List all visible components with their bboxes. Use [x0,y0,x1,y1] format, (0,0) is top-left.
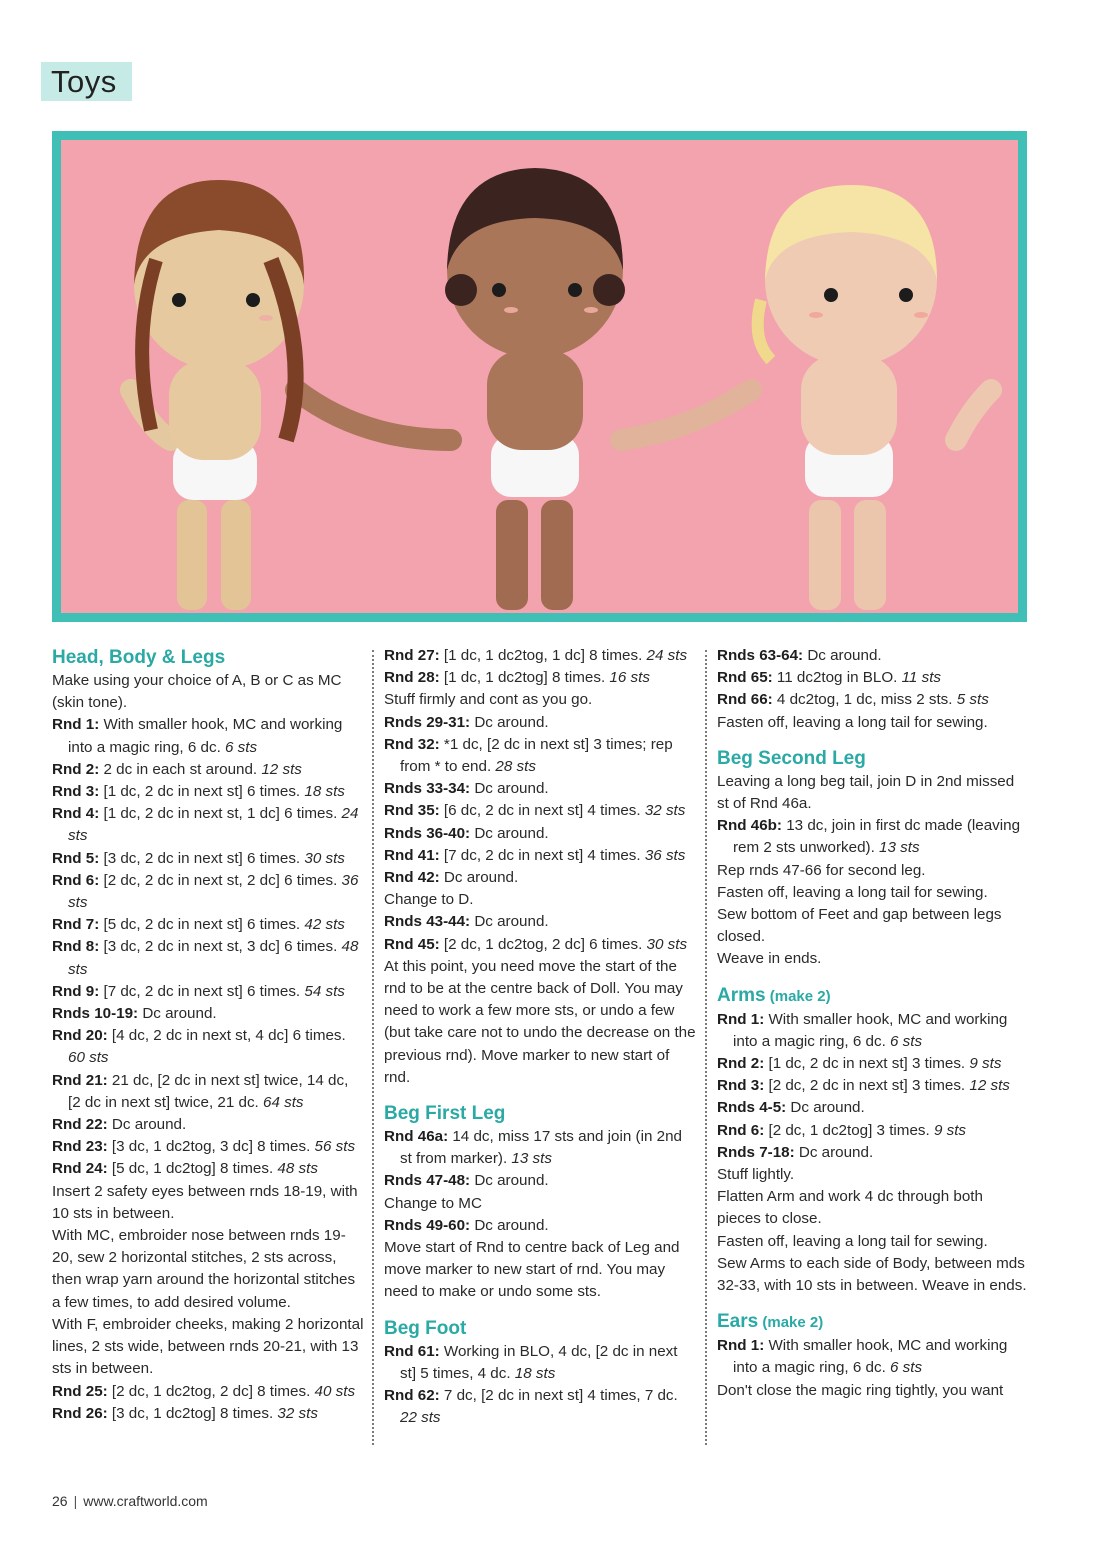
paragraph: Insert 2 safety eyes between rnds 18-19, with 10 sts in between. [52,1182,358,1222]
section-heading [384,1316,696,1341]
pattern-instruction [52,1381,364,1403]
round-label: Rnd 6: [52,871,100,889]
round-label: Rnd 32: [384,735,440,753]
page-number: 26 [52,1493,68,1509]
paragraph: Stuff lightly. [717,1166,795,1184]
section-heading [52,645,364,670]
round-label: Rnd 23: [52,1138,108,1156]
round-label: Rnd 9: [52,982,100,1000]
stitch-count: 30 sts [304,849,345,867]
photo-frame [52,131,1027,622]
round-label: Rnds 7-18: [717,1143,795,1161]
stitch-count: 9 sts [969,1055,1002,1073]
stitch-count: 6 sts [890,1359,923,1377]
pattern-instruction [717,1120,1029,1142]
pattern-instruction [717,1053,1029,1075]
round-label: Rnd 2: [52,760,100,778]
instruction-text: Dc around. [794,1143,874,1161]
spacer [384,1089,696,1101]
round-label: Rnd 66: [717,691,773,709]
paragraph: With F, embroider cheeks, making 2 horizontal lines, 2 sts wide, between rnds 20-21, with 13 sts in between. [52,1315,364,1378]
instruction-text: 11 dc2tog in BLO. [772,669,902,687]
column-2 [384,645,696,1430]
pattern-instruction [384,934,696,956]
round-label: Rnds 47-48: [384,1172,471,1190]
instruction-text: Dc around. [786,1099,865,1117]
instruction-text: Working in BLO, 4 dc, [2 dc in next st] 5 times, 4 dc. [400,1342,678,1382]
pattern-instruction [384,845,696,867]
instruction-text: Dc around. [138,1005,217,1023]
spacer [717,1297,1029,1309]
pattern-instruction [52,1114,364,1136]
pattern-instruction [52,848,364,870]
round-label: Rnd 20: [52,1027,108,1045]
round-label: Rnd 25: [52,1382,108,1400]
section-heading [384,1101,696,1126]
round-label: Rnd 46a: [384,1128,449,1146]
pattern-instruction [384,1385,696,1429]
pattern-instruction [384,645,696,667]
instruction-text: Dc around. [439,869,519,887]
instruction-text: [3 dc, 2 dc in next st] 6 times. [99,849,305,867]
round-label: Rnds 4-5: [717,1099,787,1117]
pattern-instruction [717,1335,1029,1379]
column-divider [705,650,707,1445]
round-label: Rnd 1: [717,1010,765,1028]
pattern-instruction [52,1003,364,1025]
paragraph: With MC, embroider nose between rnds 19-20, sew 2 horizontal stitches, 2 sts across, then wrap yarn around the horizontal stitches a few times, to add desired volume. [52,1227,356,1311]
stitch-count: 12 sts [969,1077,1010,1095]
paragraph: At this point, you need move the start of the rnd to be at the centre back of Doll. You may need to work a few more sts, or undo a few (but take care not to undo the decrease on the previous rnd). Move marker to new start of rnd. [384,957,696,1086]
paragraph: Move start of Rnd to centre back of Leg and move marker to new start of rnd. You may need to make or undo some sts. [384,1239,680,1301]
pattern-instruction [384,1215,696,1237]
heading-text: Arms [717,984,766,1006]
pattern-instruction [52,714,364,758]
column-3 [717,645,1029,1402]
pattern-instruction [52,1025,364,1069]
heading-text: Beg First Leg [384,1103,506,1125]
pattern-instruction [717,1097,1029,1119]
round-label: Rnds 33-34: [384,780,471,798]
paragraph: Stuff firmly and cont as you go. [384,691,593,709]
instruction-text: [1 dc, 2 dc in next st] 6 times. [99,783,305,801]
instruction-text: [3 dc, 2 dc in next st, 3 dc] 6 times. [99,938,342,956]
round-label: Rnds 43-44: [384,913,471,931]
stitch-count: 54 sts [304,982,345,1000]
instruction-text: Dc around. [470,713,549,731]
pattern-instruction [384,1170,696,1192]
round-label: Rnd 21: [52,1071,108,1089]
round-label: Rnd 22: [52,1116,108,1134]
round-label: Rnd 27: [384,647,440,664]
pattern-instruction [384,911,696,933]
instruction-text: Dc around. [470,780,549,798]
pattern-instruction [384,1126,696,1170]
dolls-photo [61,140,1018,613]
instruction-text: With smaller hook, MC and working into a magic ring, 6 dc. [68,716,343,756]
heading-subtext: (make 2) [758,1314,824,1332]
stitch-count: 64 sts [263,1093,304,1111]
pattern-instruction [52,803,364,847]
instruction-text: Dc around. [803,647,882,664]
round-label: Rnd 41: [384,846,440,864]
spacer [717,734,1029,746]
instruction-text: [1 dc, 2 dc in next st] 3 times. [764,1055,970,1073]
instruction-text: 7 dc, [2 dc in next st] 4 times, 7 dc. [439,1387,678,1405]
instruction-text: [7 dc, 2 dc in next st] 4 times. [439,846,645,864]
paragraph: Leaving a long beg tail, join D in 2nd missed st of Rnd 46a. [717,772,1015,813]
pattern-instruction [717,645,1029,667]
instruction-text: [1 dc, 1 dc2tog] 8 times. [439,669,610,687]
pattern-instruction [717,689,1029,711]
round-label: Rnd 26: [52,1404,108,1422]
pattern-instruction [52,936,364,980]
stitch-count: 18 sts [514,1364,556,1382]
round-label: Rnd 8: [52,938,100,956]
pattern-instruction [52,1403,364,1425]
instruction-text: 21 dc, [2 dc in next st] twice, 14 dc, [2 dc in next st] twice, 21 dc. [68,1071,349,1111]
paragraph: Change to MC [384,1194,482,1212]
paragraph: Fasten off, leaving a long tail for sewing. [717,883,988,901]
heading-text: Beg Second Leg [717,747,866,769]
pattern-instruction [384,667,696,689]
instruction-text: 2 dc in each st around. [99,760,262,778]
instruction-text: [1 dc, 1 dc2tog, 1 dc] 8 times. [439,647,647,664]
stitch-count: 13 sts [511,1150,552,1168]
stitch-count: 56 sts [314,1138,356,1156]
instruction-text: [5 dc, 2 dc in next st] 6 times. [99,916,305,934]
stitch-count: 12 sts [261,760,302,778]
instruction-text: [6 dc, 2 dc in next st] 4 times. [439,802,645,820]
instruction-text: Dc around. [470,913,549,931]
pattern-instruction [52,759,364,781]
pattern-instruction [384,734,696,778]
pattern-instruction [717,815,1029,859]
website-link[interactable]: www.craftworld.com [83,1493,208,1509]
stitch-count: 32 sts [277,1404,318,1422]
pattern-instruction [52,914,364,936]
round-label: Rnd 28: [384,669,440,687]
crochet-dolls-illustration [61,140,1018,613]
heading-subtext: (make 2) [765,987,831,1005]
paragraph: Flatten Arm and work 4 dc through both pieces to close. [717,1188,983,1228]
instruction-text: *1 dc, [2 dc in next st] 3 times; rep from * to end. [400,735,673,776]
instruction-text: [1 dc, 2 dc in next st, 1 dc] 6 times. [99,805,342,823]
round-label: Rnd 3: [52,783,100,801]
round-label: Rnds 10-19: [52,1005,139,1023]
paragraph: Change to D. [384,891,474,909]
paragraph: Don't close the magic ring tightly, you want [717,1381,1004,1399]
column-1 [52,645,364,1425]
paragraph: Fasten off, leaving a long tail for sewing. [717,713,988,731]
section-tag: Toys [41,62,132,101]
pattern-instruction [52,1158,364,1180]
round-label: Rnd 62: [384,1387,440,1405]
heading-text: Beg Foot [384,1317,467,1339]
stitch-count: 11 sts [901,669,942,687]
stitch-count: 18 sts [304,783,345,801]
spacer [384,1304,696,1316]
instruction-text: [2 dc, 1 dc2tog, 2 dc] 6 times. [439,935,647,953]
instruction-text: Dc around. [107,1116,187,1134]
doll-right [758,185,937,610]
heading-text: Ears [717,1311,759,1333]
instruction-text: Dc around. [470,1172,549,1190]
round-label: Rnd 35: [384,802,440,820]
paragraph: Weave in ends. [717,950,822,968]
stitch-count: 16 sts [609,669,650,687]
round-label: Rnd 4: [52,805,100,823]
instruction-text: [3 dc, 1 dc2tog] 8 times. [107,1404,278,1422]
section-heading [717,1309,1029,1335]
spacer [717,971,1029,983]
round-label: Rnd 1: [52,716,100,734]
round-label: Rnd 6: [717,1121,765,1139]
paragraph: Sew Arms to each side of Body, between mds 32-33, with 10 sts in between. Weave in ends. [717,1254,1027,1295]
paragraph: Make using your choice of A, B or C as MC (skin tone). [52,672,342,712]
pattern-instruction [384,867,696,889]
stitch-count: 48 sts [277,1160,318,1178]
instruction-text: [2 dc, 1 dc2tog, 2 dc] 8 times. [107,1382,315,1400]
pattern-instruction [52,781,364,803]
column-divider [372,650,374,1445]
round-label: Rnds 36-40: [384,824,471,842]
stitch-count: 22 sts [400,1409,441,1427]
paragraph: Fasten off, leaving a long tail for sewing. [717,1232,988,1250]
pattern-instruction [384,823,696,845]
stitch-count: 5 sts [956,691,989,709]
pattern-instruction [52,870,364,914]
pattern-instruction [717,1009,1029,1053]
round-label: Rnd 1: [717,1337,765,1355]
section-heading [717,746,1029,771]
round-label: Rnds 49-60: [384,1216,471,1234]
round-label: Rnd 7: [52,916,100,934]
round-label: Rnd 42: [384,869,440,887]
round-label: Rnd 45: [384,935,440,953]
stitch-count: 60 sts [68,1049,109,1067]
stitch-count: 24 sts [646,647,688,664]
pattern-instruction [717,667,1029,689]
instruction-text: 13 dc, join in first dc made (leaving rem 2 sts unworked). [733,817,1021,857]
stitch-count: 24 sts [68,805,359,845]
instruction-text: With smaller hook, MC and working into a magic ring, 6 dc. [733,1337,1008,1377]
instruction-text: Dc around. [470,1216,549,1234]
section-heading [717,983,1029,1009]
doll-left [134,180,304,610]
instruction-text: [7 dc, 2 dc in next st] 6 times. [99,982,305,1000]
instruction-text: [4 dc, 2 dc in next st, 4 dc] 6 times. [107,1027,346,1045]
pattern-instruction [52,1070,364,1114]
footer-separator: | [73,1493,78,1509]
round-label: Rnd 24: [52,1160,108,1178]
round-label: Rnd 46b: [717,817,782,835]
round-label: Rnd 2: [717,1055,765,1073]
instruction-text: [3 dc, 1 dc2tog, 3 dc] 8 times. [107,1138,315,1156]
pattern-instruction [384,712,696,734]
stitch-count: 6 sts [890,1032,923,1050]
pattern-instruction [717,1075,1029,1097]
instruction-text: With smaller hook, MC and working into a magic ring, 6 dc. [733,1010,1008,1050]
instruction-text: [2 dc, 2 dc in next st, 2 dc] 6 times. [99,871,342,889]
pattern-instruction [384,800,696,822]
instruction-text: Dc around. [470,824,549,842]
round-label: Rnd 3: [717,1077,765,1095]
pattern-instruction [384,1341,696,1385]
heading-text: Head, Body & Legs [52,647,226,668]
round-label: Rnds 29-31: [384,713,471,731]
pattern-instruction [52,981,364,1003]
paragraph: Rep rnds 47-66 for second leg. [717,861,926,879]
pattern-instruction [52,1136,364,1158]
stitch-count: 36 sts [644,846,686,864]
round-label: Rnds 63-64: [717,647,804,664]
stitch-count: 9 sts [933,1121,967,1139]
stitch-count: 48 sts [68,938,359,978]
instruction-text: [2 dc, 1 dc2tog] 3 times. [764,1121,934,1139]
doll-middle [445,168,625,610]
page-footer [52,1493,208,1509]
instruction-text: 4 dc2tog, 1 dc, miss 2 sts. [772,691,957,709]
stitch-count: 28 sts [495,758,536,776]
stitch-count: 13 sts [879,839,920,857]
instruction-text: [5 dc, 1 dc2tog] 8 times. [107,1160,278,1178]
instruction-text: 14 dc, miss 17 sts and join (in 2nd st from marker). [400,1128,682,1168]
stitch-count: 30 sts [646,935,688,953]
paragraph: Sew bottom of Feet and gap between legs closed. [717,906,1002,946]
round-label: Rnd 65: [717,669,773,687]
stitch-count: 42 sts [304,916,345,934]
pattern-instruction [717,1142,1029,1164]
instruction-text: [2 dc, 2 dc in next st] 3 times. [764,1077,970,1095]
round-label: Rnd 5: [52,849,100,867]
stitch-count: 36 sts [68,871,359,912]
pattern-instruction [384,778,696,800]
stitch-count: 32 sts [644,802,686,820]
round-label: Rnd 61: [384,1342,440,1360]
stitch-count: 6 sts [225,738,258,756]
stitch-count: 40 sts [314,1382,356,1400]
